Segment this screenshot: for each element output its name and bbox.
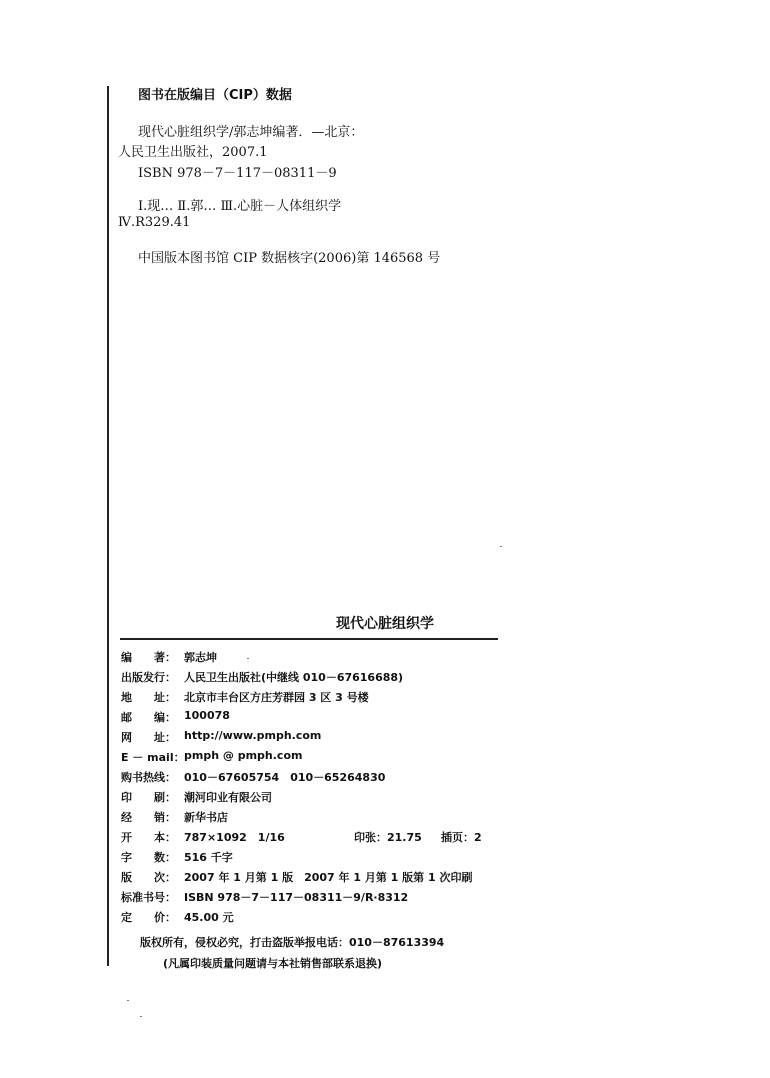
- colophon-row-distributor: [121, 809, 561, 829]
- colophon-row-standard-no: [121, 889, 561, 909]
- colophon-row-website: [121, 729, 561, 749]
- colophon-row-email: [121, 749, 561, 769]
- website-value: http://www.pmph.com: [184, 729, 322, 742]
- scan-speck: [500, 546, 502, 547]
- email-label: E － mail：: [121, 751, 185, 764]
- copyright-notice: 版权所有，侵权必究，打击盗版举报电话：010－87613394: [140, 936, 445, 949]
- colophon-row-printer: [121, 789, 561, 809]
- cip-line-publisher: 人民卫生出版社，2007.1: [118, 145, 268, 160]
- colophon: [121, 649, 561, 929]
- postcode-value: 100078: [184, 709, 230, 722]
- colophon-row-edition: [121, 869, 561, 889]
- colophon-row-address: [121, 689, 561, 709]
- exchange-notice: (凡属印装质量问题请与本社销售部联系退换): [163, 957, 383, 970]
- publisher-value: 人民卫生出版社(中继线 010－67616688): [184, 671, 404, 684]
- printer-label: 印 刷：: [121, 791, 176, 804]
- edition-value: 2007 年 1 月第 1 版 2007 年 1 月第 1 版第 1 次印刷: [184, 871, 473, 884]
- colophon-row-wordcount: [121, 849, 561, 869]
- postcode-label: 邮 编：: [121, 711, 176, 724]
- email-value: pmph @ pmph.com: [184, 749, 303, 762]
- cip-line-title-author: 现代心脏组织学/郭志坤编著．—北京：: [138, 125, 364, 140]
- printer-value: 潮河印业有限公司: [184, 791, 272, 804]
- cip-title: 图书在版编目（CIP）数据: [138, 88, 292, 103]
- author-label: 编 著：: [121, 651, 176, 664]
- hotline-value: 010－67605754 010－65264830: [184, 771, 386, 784]
- cip-line-classification: Ⅳ.R329.41: [118, 215, 191, 230]
- wordcount-label: 字 数：: [121, 851, 176, 864]
- colophon-row-price: [121, 909, 561, 929]
- colophon-row-hotline: [121, 769, 561, 789]
- format-value: 787×1092 1/16: [184, 831, 285, 844]
- publisher-label: 出版发行：: [121, 671, 176, 684]
- address-value: 北京市丰台区方庄芳群园 3 区 3 号楼: [184, 691, 369, 704]
- cip-line-record-number: 中国版本图书馆 CIP 数据核字(2006)第 146568 号: [138, 251, 441, 266]
- distributor-label: 经 销：: [121, 811, 176, 824]
- printed-sheets: 印张：21.75: [354, 831, 422, 844]
- wordcount-value: 516 千字: [184, 851, 233, 864]
- price-label: 定 价：: [121, 911, 176, 924]
- insert-plates: 插页：2: [441, 831, 482, 844]
- margin-rule: [107, 86, 109, 966]
- colophon-row-format: [121, 829, 561, 849]
- colophon-row-postcode: [121, 709, 561, 729]
- colophon-row-author: [121, 649, 561, 669]
- price-value: 45.00 元: [184, 911, 234, 924]
- standard-no-label: 标准书号：: [121, 891, 176, 904]
- author-value: 郭志坤: [184, 651, 217, 664]
- scan-speck: [247, 658, 249, 659]
- website-label: 网 址：: [121, 731, 176, 744]
- standard-no-value: ISBN 978－7－117－08311－9/R·8312: [184, 891, 409, 904]
- colophon-row-publisher: [121, 669, 561, 689]
- scan-speck: [140, 1016, 142, 1017]
- cip-line-isbn: ISBN 978－7－117－08311－9: [138, 166, 337, 181]
- hotline-label: 购书热线：: [121, 771, 176, 784]
- distributor-value: 新华书店: [184, 811, 228, 824]
- address-label: 地 址：: [121, 691, 176, 704]
- edition-label: 版 次：: [121, 871, 176, 884]
- book-title: 现代心脏组织学: [336, 616, 434, 632]
- scan-speck: [127, 1000, 129, 1001]
- title-rule: [120, 638, 498, 640]
- cip-line-subjects: Ⅰ.现… Ⅱ.郭… Ⅲ.心脏－人体组织学: [138, 199, 342, 214]
- format-label: 开 本：: [121, 831, 176, 844]
